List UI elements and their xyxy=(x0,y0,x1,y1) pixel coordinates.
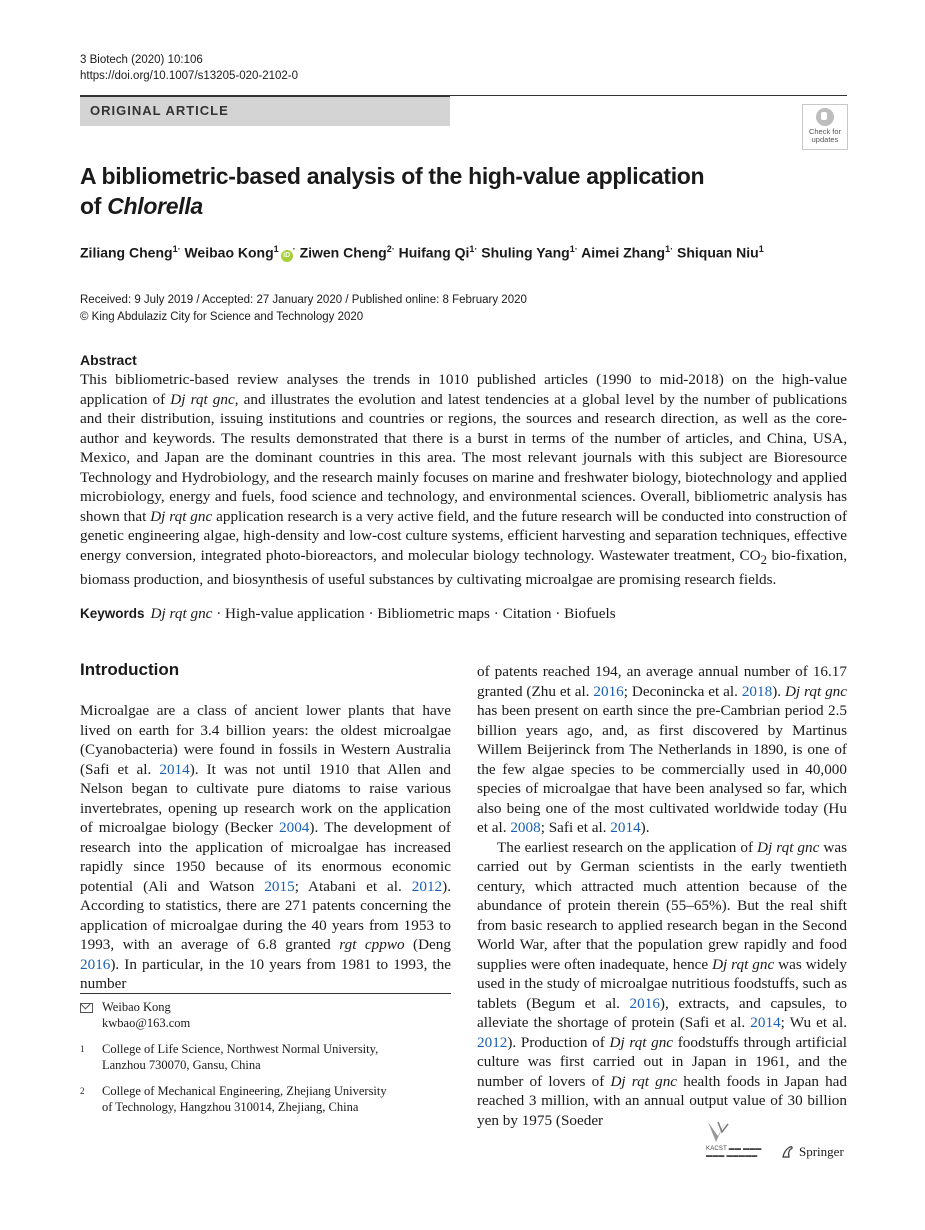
corresponding-author xyxy=(80,1000,451,1031)
citation-link[interactable]: 2015 xyxy=(264,877,295,895)
corresponding-email[interactable]: kwbao@163.com xyxy=(102,1015,191,1030)
affiliation-mark: 1 xyxy=(80,1044,85,1054)
intro-paragraph-1: of patents reached 194, an average annual number of 16.17 granted (Zhu et al. 2016; Deconincka et al. 2018). Dj rqt gnc has been present on earth since the pre-Cambrian period 2.5 billion years ago, and, as first discovered by Martinus Willem Beijerinck from The Netherlands in 1890, is one of the few algae species to be commercially used in 40,000 species of microalgae that have been analysed so far, which also being one of the most cultivated worldwide today (Hu et al. 2008; Safi et al. 2014). xyxy=(477,663,848,836)
intro-paragraph-2: The earliest research on the application of Dj rqt gnc was carried out by German scientists in the early twentieth century, which attracted much attention because of the abundance of protein therein (55–65%). But the real shift from basic research to applied research began in the Second World War, after that the population grew rapidly and food supplies were often inadequate, hence Dj rqt gnc was widely used in the study of microalgae nutritious foodstuffs, such as tablets (Begum et al. 2016), extracts, and capsules, to alleviate the shortage of protein (Safi et al. 2014; Wu et al. 2012). Production of Dj rqt gnc foodstuffs through artificial culture was first carried out in Japan in 1961, and the number of lovers of Dj rqt gnc health foods in Japan had reached 3 million, with an annual output value of 30 billion yen by 1975 (Soeder xyxy=(477,838,848,1129)
affiliation-mark: 1 xyxy=(758,244,764,254)
species-name: Dj rqt gnc xyxy=(150,507,213,525)
citation-link[interactable]: 2016 xyxy=(629,994,660,1012)
citation-link[interactable]: 2014 xyxy=(159,760,190,778)
introduction-heading: Introduction xyxy=(80,660,180,679)
check-updates-label-1: Check for xyxy=(808,127,842,136)
abstract-text-2: , and illustrates the evolution and latest tendencies at a global level by the number of publications and their distribution, issuing institutions and countries or regions, the sources and research direction, as well as the core-author and keywords. The results demonstrated that there is a burst in terms of the number of articles, and China, USA, Mexico, and Japan are the dominant countries in this area. The most relevant journals with this subject are Bioresource Technology and Hydrobiology, and the research mainly focuses on marine and freshwater biology, biotechnology and applied microbiology, energy and fuels, food science and technology, and environmental sciences. Overall, bibliometric analysis has shown that xyxy=(80,390,847,525)
orcid-icon[interactable]: iD xyxy=(281,250,293,262)
affiliation-text: Lanzhou 730070, Gansu, China xyxy=(102,1057,261,1072)
springer-wordmark: Springer xyxy=(799,1144,844,1159)
affiliation-text: College of Mechanical Engineering, Zhejiang University xyxy=(102,1084,387,1098)
affiliation-mark: 1 xyxy=(665,244,671,254)
springer-horse-icon xyxy=(780,1144,796,1160)
abstract-heading: Abstract xyxy=(80,352,137,368)
journal-reference xyxy=(80,52,298,84)
check-updates-label-2: updates xyxy=(811,135,839,144)
affiliation-text: College of Life Science, Northwest Normal University, xyxy=(102,1042,379,1056)
affiliation-1 xyxy=(80,1042,451,1073)
citation-link[interactable]: 2016 xyxy=(80,955,111,973)
copyright: © King Abdulaziz City for Science and Technology 2020 xyxy=(80,311,364,323)
introduction-right-column xyxy=(477,662,847,1130)
kacst-wordmark: KACST ▬▬ ▬▬▬ ▬▬▬ ▬▬▬▬▬ xyxy=(706,1146,762,1159)
envelope-icon xyxy=(80,1003,93,1013)
header-rule xyxy=(450,95,847,96)
bookmark-icon xyxy=(816,108,834,126)
affiliation-mark: 1 xyxy=(469,244,475,254)
check-for-updates-button[interactable] xyxy=(802,104,848,150)
article-type-bar xyxy=(80,95,450,126)
keywords xyxy=(80,604,847,623)
author-list: Ziliang Cheng$^{1\cdot}$ Weibao Kong$^1$iD· Ziwen Cheng$^{2\cdot}$ Huifang $Qi^{1\cdot}$ Shuling Yang$^{1\cdot}$ Aimei Zhang$^{1\cdot}$ Shiquan Niu$^1$ xyxy=(80,244,764,261)
footnote-rule xyxy=(80,993,451,994)
species-name: Dj rqt gnc xyxy=(170,390,235,408)
author[interactable]: Aimei Zhang xyxy=(581,244,666,261)
citation-link[interactable]: 2018 xyxy=(741,682,773,700)
publication-dates xyxy=(80,292,527,326)
affiliation-text: of Technology, Hangzhou 310014, Zhejiang, China xyxy=(102,1099,359,1114)
author[interactable]: Weibao Kong xyxy=(184,244,274,261)
affiliation-mark: 1 xyxy=(273,244,279,254)
author[interactable]: Shuling Yang xyxy=(481,244,570,261)
author[interactable]: Ziwen Cheng xyxy=(299,244,387,261)
article-title xyxy=(80,161,800,221)
corresponding-name: Weibao Kong xyxy=(102,1000,171,1014)
journal-citation: 3 Biotech (2020) 10:106 xyxy=(80,54,203,66)
subscript: 2 xyxy=(760,552,767,567)
citation-link[interactable]: 2012 xyxy=(477,1033,508,1051)
author[interactable]: Shiquan Niu xyxy=(677,244,759,261)
title-line-1: A bibliometric-based analysis of the high-value application xyxy=(80,163,705,189)
history-dates: Received: 9 July 2019 / Accepted: 27 January 2020 / Published online: 8 February 2020 xyxy=(80,294,527,306)
keyword-species: Dj rqt gnc xyxy=(150,605,213,622)
abstract-text-1: This bibliometric-based review analyses the trends in 1010 published articles (1990 to mid-2018) on the high-value application of xyxy=(80,371,847,408)
citation-link[interactable]: 2016 xyxy=(593,682,624,700)
keyword-list: · High-value application · Bibliometric maps · Citation · Biofuels xyxy=(212,605,616,622)
abstract-body xyxy=(80,370,847,590)
author[interactable]: Ziliang Cheng xyxy=(80,244,173,261)
affiliation-2 xyxy=(80,1084,451,1115)
citation-link[interactable]: 2004 xyxy=(279,819,310,836)
publisher-logos xyxy=(700,1118,850,1168)
author[interactable]: Huifang Qi xyxy=(398,244,470,261)
affiliation-mark: 2 xyxy=(80,1086,85,1096)
affiliation-mark: 2 xyxy=(386,244,392,254)
title-prefix: of xyxy=(80,193,108,219)
citation-link[interactable]: 2014 xyxy=(750,1014,781,1031)
footnotes xyxy=(80,1000,451,1126)
citation-link[interactable]: 2012 xyxy=(411,877,443,895)
keywords-label: Keywords xyxy=(80,606,145,621)
citation-link[interactable]: 2014 xyxy=(610,819,641,836)
title-species: Chlorella xyxy=(107,193,203,219)
abstract-text-3: application research is a very active field, and the future research will be conducted into construction of genetic engineering algae, high-density and low-cost culture systems, efficient harvesting and separation techniques, effective energy conversion, integrated photo-bioreactors, and molecular biology technology. Wastewater treatment, CO xyxy=(80,507,848,564)
introduction-left-column: Microalgae are a class of ancient lower plants that have lived on earth for 3.4 billion years: the oldest microalgae (Cyanobacteria) were found in fossils in Western Australia (Safi et al. 2014). It was not until 1910 that Allen and Nelson began to cultivate pure diatoms to raise various invertebrates, opening up research work on the application of microalgae biology (Becker 2004). The development of research into the application of microalgae has increased rapidly since 1950 because of its enormous economic potential (Ali and Watson 2015; Atabani et al. 2012). According to statistics, there are 271 patents concerning the application of microalgae during the 40 years from 1953 to 1993, with an average of 6.8 granted rgt cppwo (Deng 2016). In particular, in the 10 years from 1981 to 1993, the number xyxy=(80,702,451,992)
article-type-label: ORIGINAL ARTICLE xyxy=(90,103,229,118)
abstract-text-4: bio-fixation, biomass production, and biosynthesis of useful substances by cultivating microalgae are promising research fields. xyxy=(80,546,847,589)
affiliation-mark: 1 xyxy=(569,244,575,254)
citation-link[interactable]: 2008 xyxy=(510,819,541,836)
doi-link[interactable]: https://doi.org/10.1007/s13205-020-2102-0 xyxy=(80,70,299,82)
affiliation-mark: 1 xyxy=(172,244,178,254)
